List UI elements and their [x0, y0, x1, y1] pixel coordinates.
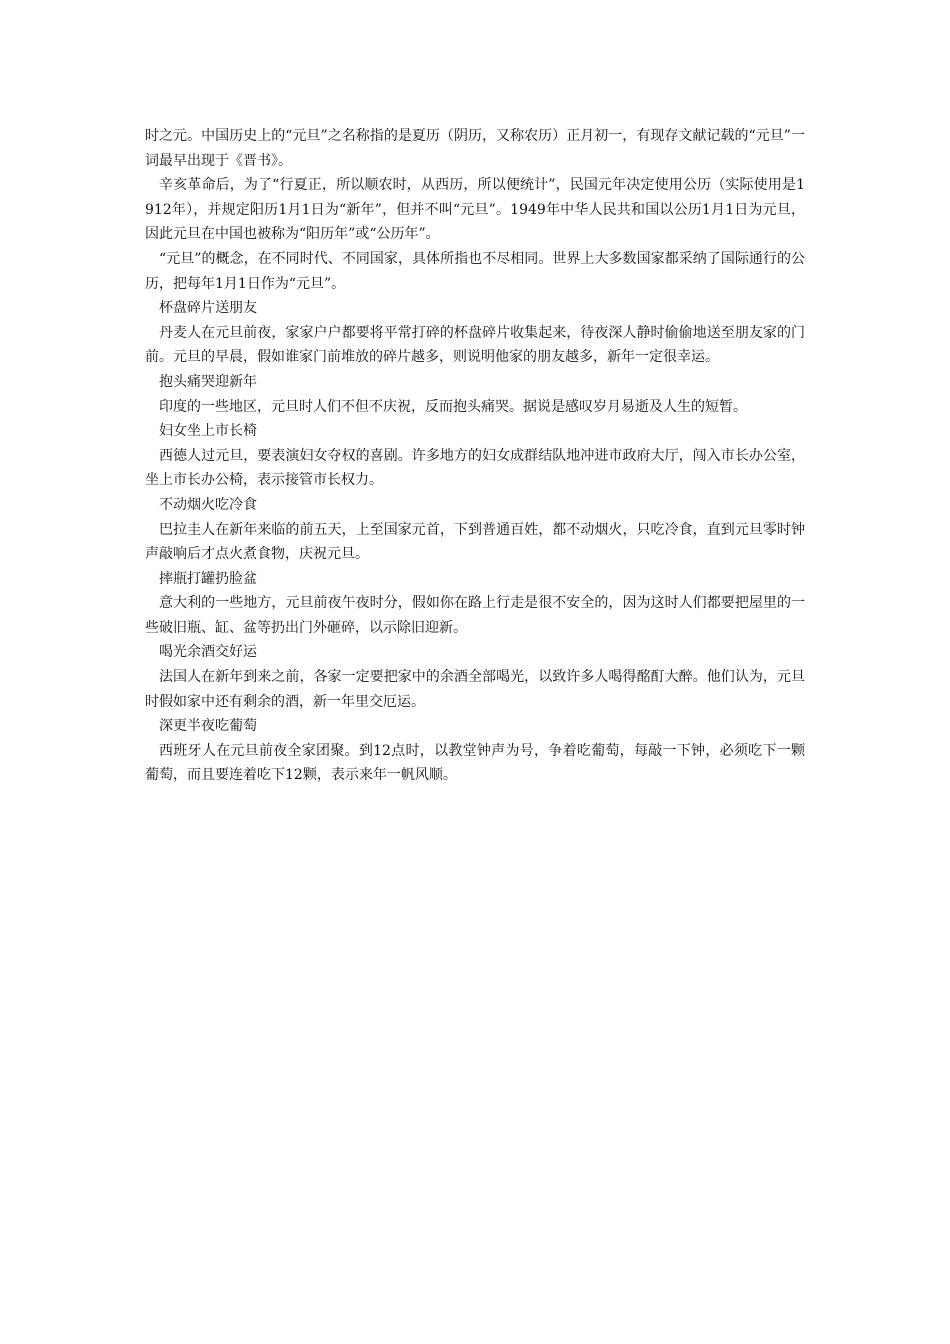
custom-section-paraguay	[145, 493, 805, 567]
custom-section-denmark	[145, 296, 805, 370]
custom-section-india	[145, 370, 805, 419]
paragraph-yuandan-concept: “元旦”的概念，在不同时代、不同国家，具体所指也不尽相同。世界上大多数国家都采纳了国际通行的公历，把每年1月1日作为“元旦”。	[145, 250, 805, 292]
section-text: 印度的一些地区，元旦时人们不但不庆祝，反而抱头痛哭。据说是感叹岁月易逝及人生的短暂。	[159, 398, 747, 415]
section-text: 西班牙人在元旦前夜全家团聚。到12点时，以教堂钟声为号，争着吃葡萄，每敲一下钟，必须吃下一颗葡萄，而且要连着吃下12颗，表示来年一帆风顺。	[145, 742, 805, 784]
section-heading: 杯盘碎片送朋友	[159, 300, 257, 317]
paragraph-yuandan-origin: 时之元。中国历史上的“元旦”之名称指的是夏历（阴历，又称农历）正月初一，有现存文献记载的“元旦”一词最早出现于《晋书》。	[145, 128, 805, 169]
paragraph-republic-calendar: 辛亥革命后，为了“行夏正，所以顺农时，从西历，所以便统计”，民国元年决定使用公历（实际使用是1912年），并规定阳历1月1日为“新年”，但并不叫“元旦”。1949年中华人民共和国以公历1月1日为元旦，因此元旦在中国也被称为“阳历年”或“公历年”。	[145, 177, 805, 243]
custom-section-spain	[145, 714, 805, 788]
section-heading: 摔瓶打罐扔脸盆	[159, 570, 257, 587]
section-text: 巴拉圭人在新年来临的前五天，上至国家元首，下到普通百姓，都不动烟火，只吃冷食，直到元旦零时钟声敲响后才点火煮食物，庆祝元旦。	[145, 521, 805, 563]
section-text: 西德人过元旦，要表演妇女夺权的喜剧。许多地方的妇女成群结队地冲进市政府大厅，闯入市长办公室，坐上市长办公椅，表示接管市长权力。	[145, 447, 805, 489]
section-heading: 不动烟火吃冷食	[159, 496, 257, 513]
section-heading: 抱头痛哭迎新年	[159, 373, 257, 390]
custom-section-italy	[145, 567, 805, 641]
section-text: 丹麦人在元旦前夜，家家户户都要将平常打碎的杯盘碎片收集起来，待夜深人静时偷偷地送至朋友家的门前。元旦的早晨，假如谁家门前堆放的碎片越多，则说明他家的朋友越多，新年一定很幸运。	[145, 324, 805, 366]
section-heading: 喝光余酒交好运	[159, 644, 257, 661]
custom-section-france	[145, 640, 805, 714]
section-text: 法国人在新年到来之前，各家一定要把家中的余酒全部喝光，以致许多人喝得酩酊大醉。他们认为，元旦时假如家中还有剩余的酒，新一年里交厄运。	[145, 669, 805, 710]
document-body	[145, 124, 805, 788]
section-heading: 深更半夜吃葡萄	[159, 718, 257, 735]
section-heading: 妇女坐上市长椅	[159, 423, 257, 440]
section-text: 意大利的一些地方，元旦前夜午夜时分，假如你在路上行走是很不安全的，因为这时人们都要把屋里的一些破旧瓶、缸、盆等扔出门外砸碎，以示除旧迎新。	[145, 595, 805, 636]
custom-section-west-germany	[145, 419, 805, 493]
